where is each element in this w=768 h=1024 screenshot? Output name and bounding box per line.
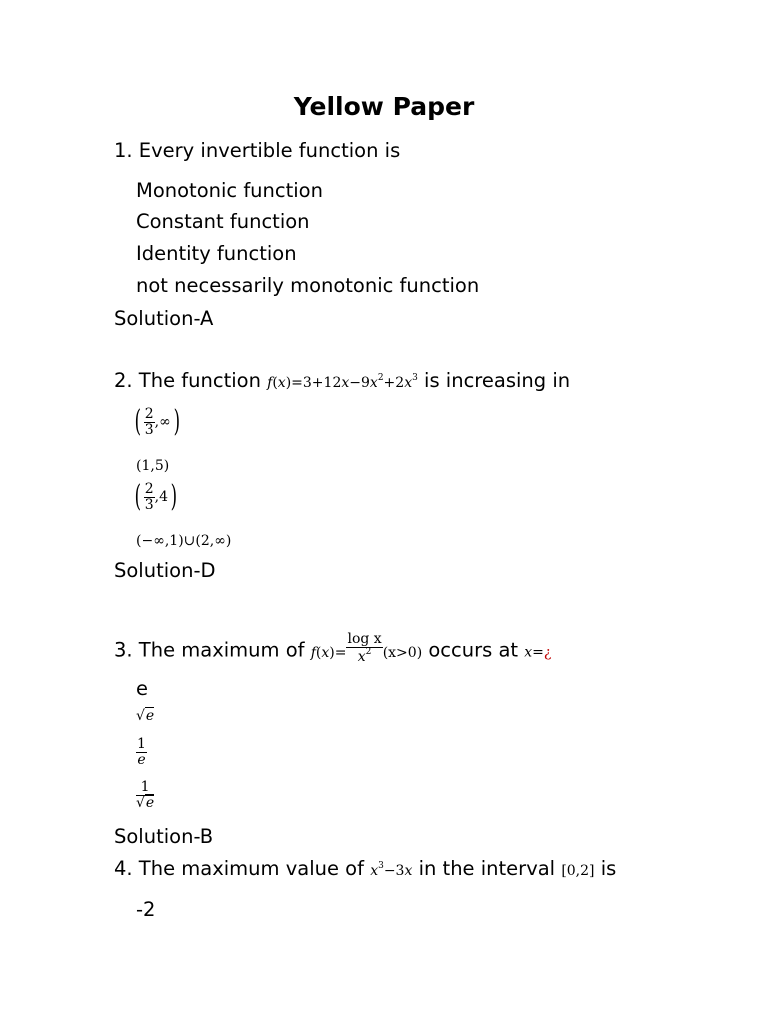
- page-title: Yellow Paper: [293, 92, 475, 121]
- q2-function-expression: $f(x)=3+12x-9x^2+2x^3$: [267, 373, 418, 391]
- q1-option-b: Constant function: [136, 210, 310, 233]
- question-3: [114, 632, 551, 664]
- q2-option-a: ( $\frac{2}{3}$ ,∞): [134, 404, 180, 440]
- q3-option-a: e: [136, 677, 148, 700]
- q3-solution: Solution-B: [114, 825, 214, 848]
- q1-option-d: not necessarily monotonic function: [136, 274, 480, 297]
- q4-mid: in the interval: [418, 857, 556, 880]
- q2-prefix: 2. The function: [114, 369, 261, 392]
- q4-interval: [0,2]: [561, 863, 595, 879]
- q3-suffix: occurs at: [428, 638, 519, 662]
- q3-option-c: $\frac{1}{e}$: [137, 736, 146, 768]
- q4-prefix: 4. The maximum value of: [114, 857, 364, 880]
- q2-option-d: (−∞,1)∪(2,∞): [136, 533, 232, 549]
- q3-tail: x=: [524, 644, 544, 661]
- q4-expression: $x^3-3x$: [370, 861, 413, 879]
- q3-option-b: √e: [136, 708, 155, 724]
- q3-prefix: 3. The maximum of: [114, 638, 305, 662]
- question-2: [114, 371, 570, 391]
- q2-solution: Solution-D: [114, 559, 216, 582]
- q2-option-c: ( $\frac{2}{3}$ ,4): [134, 479, 178, 515]
- q1-option-a: Monotonic function: [136, 179, 323, 202]
- q4-suffix: is: [600, 857, 617, 880]
- q4-option-a: -2: [136, 898, 156, 921]
- q2-suffix: is increasing in: [424, 369, 571, 392]
- q3-option-d: $\frac{1}{√e}$: [136, 779, 155, 811]
- q1-option-c: Identity function: [136, 242, 297, 265]
- q3-tail-mark: ¿: [543, 644, 552, 661]
- question-4: [114, 859, 616, 879]
- q3-function-expression: f(x)= $\frac{\text{log x}}{x^2}$ (x>0): [310, 631, 423, 665]
- question-1: 1. Every invertible function is: [114, 139, 401, 162]
- q1-solution: Solution-A: [114, 307, 214, 330]
- q2-option-b: (1,5): [136, 458, 170, 474]
